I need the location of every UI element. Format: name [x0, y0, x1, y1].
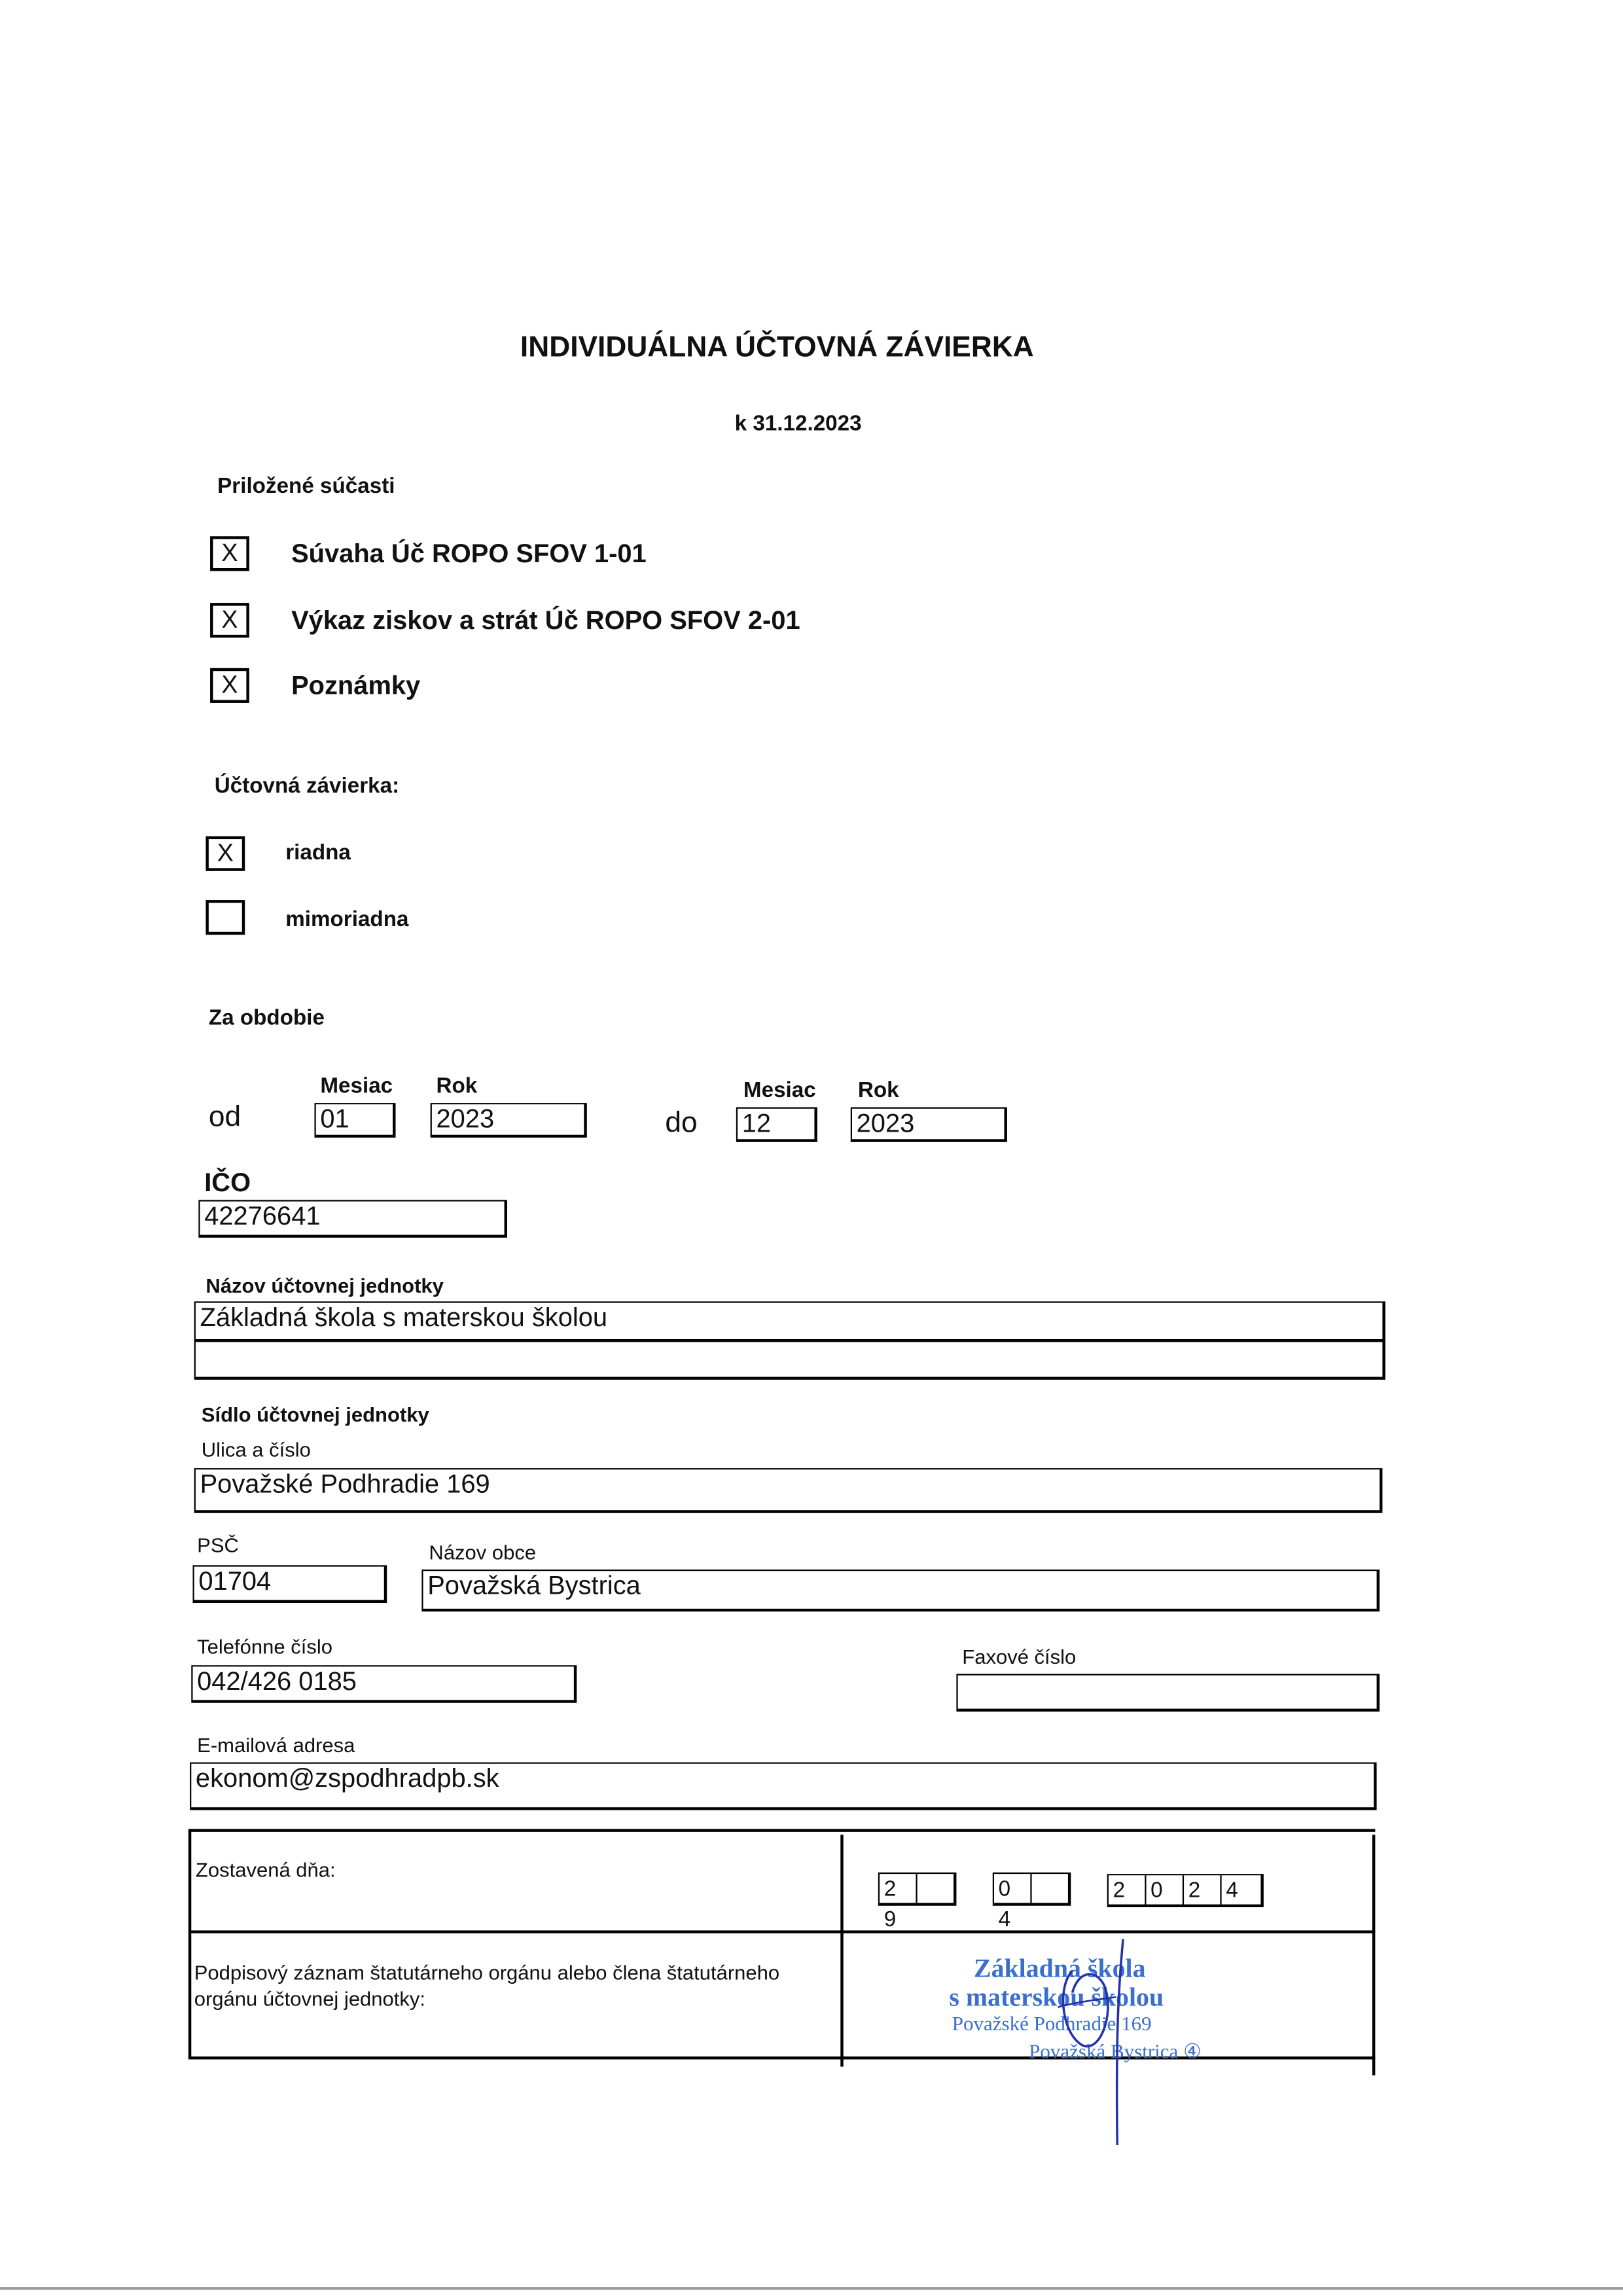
- handwritten-signature: [1014, 1928, 1174, 2159]
- to-month-field[interactable]: 12: [736, 1107, 817, 1142]
- checkbox-profit-loss[interactable]: X: [210, 603, 249, 637]
- month-digit: 4: [998, 1907, 1011, 1932]
- document-title: INDIVIDUÁLNA ÚČTOVNÁ ZÁVIERKA: [520, 332, 1034, 364]
- psc-field[interactable]: 01704: [193, 1565, 387, 1603]
- closing-type-heading: Účtovná závierka:: [214, 774, 400, 799]
- to-label: do: [665, 1107, 698, 1139]
- stamp-line-1: Základná škola: [973, 1953, 1146, 1983]
- stamp-line-4: Považská Bystrica ④: [1029, 2041, 1202, 2064]
- signature-label: Podpisový záznam štatutárneho orgánu alebo člena štatutárneho orgánu účtovnej jednotky:: [194, 1960, 780, 2011]
- seat-heading: Sídlo účtovnej jednotky: [201, 1403, 429, 1426]
- to-year-field[interactable]: 2023: [851, 1107, 1007, 1142]
- psc-label: PSČ: [197, 1533, 239, 1557]
- ico-field[interactable]: 42276641: [198, 1200, 507, 1238]
- stamp-line-3: Považské Podhradie 169: [952, 2014, 1152, 2037]
- entity-name-line1-field[interactable]: Základná škola s materskou školou: [194, 1301, 1385, 1342]
- ico-label: IČO: [204, 1168, 251, 1197]
- year-digit: 0: [1146, 1875, 1184, 1906]
- year-digit: 2: [1184, 1875, 1222, 1906]
- compiled-month-field[interactable]: [993, 1873, 1071, 1932]
- street-field[interactable]: Považské Podhradie 169: [194, 1468, 1383, 1513]
- city-field[interactable]: Považská Bystrica: [421, 1570, 1380, 1611]
- month-digit: 0: [994, 1874, 1032, 1905]
- attachment-notes-label: Poznámky: [291, 671, 421, 700]
- day-digit: 9: [883, 1907, 897, 1932]
- fax-field[interactable]: [956, 1674, 1380, 1712]
- table-border-left: [188, 1829, 191, 2058]
- period-heading: Za obdobie: [208, 1005, 325, 1031]
- table-border-top: [190, 1829, 1375, 1831]
- entity-name-line2-field[interactable]: [194, 1340, 1385, 1380]
- checkbox-extraordinary[interactable]: [205, 900, 245, 935]
- compiled-year-field[interactable]: [1107, 1874, 1264, 1907]
- from-month-label: Mesiac: [320, 1073, 393, 1099]
- to-year-label: Rok: [857, 1078, 899, 1103]
- phone-field[interactable]: 042/426 0185: [191, 1665, 577, 1703]
- year-digit: 2: [1109, 1875, 1147, 1906]
- attachments-heading: Priložené súčasti: [217, 474, 395, 499]
- stamp-line-2: s materskou školou: [949, 1982, 1164, 2012]
- email-label: E-mailová adresa: [197, 1733, 355, 1757]
- checkbox-notes[interactable]: X: [210, 668, 249, 703]
- to-month-label: Mesiac: [743, 1078, 816, 1103]
- table-border-middle: [840, 1835, 843, 2066]
- year-digit: 4: [1226, 1878, 1238, 1903]
- phone-label: Telefónne číslo: [197, 1634, 332, 1659]
- attachment-balance-sheet-label: Súvaha Úč ROPO SFOV 1-01: [291, 539, 647, 568]
- extraordinary-label: mimoriadna: [285, 907, 409, 932]
- compiled-day-field[interactable]: [878, 1873, 957, 1932]
- entity-name-label: Názov účtovnej jednotky: [205, 1274, 444, 1297]
- from-month-field[interactable]: 01: [314, 1103, 395, 1138]
- page-bottom-rule: [0, 2287, 1623, 2289]
- regular-label: riadna: [285, 840, 351, 865]
- email-field[interactable]: ekonom@zspodhradpb.sk: [190, 1763, 1376, 1810]
- checkbox-regular[interactable]: X: [205, 836, 245, 871]
- from-label: od: [208, 1101, 241, 1134]
- fax-label: Faxové číslo: [962, 1645, 1077, 1668]
- compiled-date-label: Zostavená dňa:: [195, 1857, 336, 1882]
- city-label: Názov obce: [429, 1540, 537, 1564]
- from-year-label: Rok: [436, 1073, 478, 1099]
- checkbox-balance-sheet[interactable]: X: [210, 536, 249, 571]
- attachment-profit-loss-label: Výkaz ziskov a strát Úč ROPO SFOV 2-01: [291, 605, 800, 635]
- from-year-field[interactable]: 2023: [431, 1103, 587, 1138]
- street-label: Ulica a číslo: [201, 1437, 311, 1461]
- day-digit: 2: [880, 1874, 918, 1905]
- table-border-row: [190, 1930, 1375, 1933]
- table-border-right: [1372, 1835, 1375, 2075]
- closing-date: k 31.12.2023: [734, 411, 862, 437]
